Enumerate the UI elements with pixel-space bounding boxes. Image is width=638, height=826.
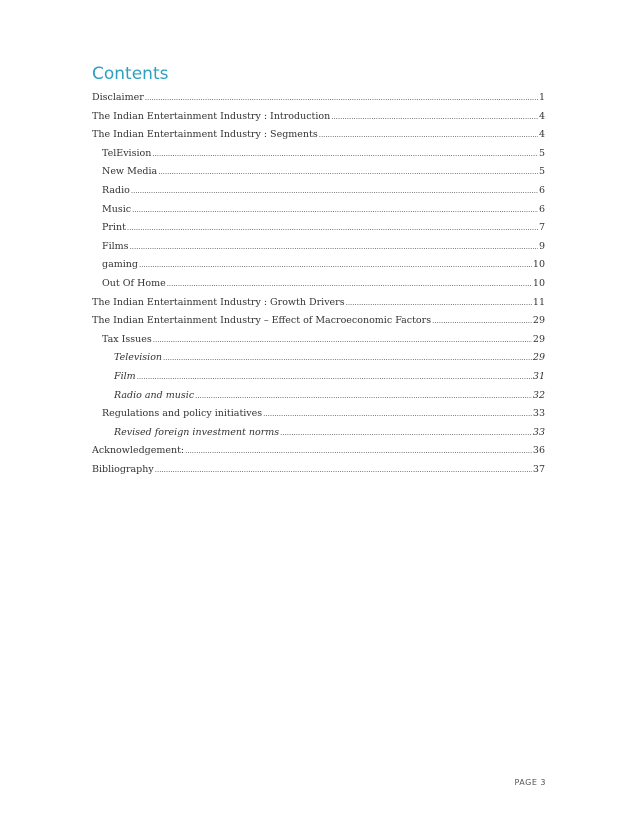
toc-entry-label: Tax Issues — [102, 333, 152, 345]
toc-entry-label: Acknowledgement: — [92, 445, 185, 457]
toc-dot-leader — [137, 371, 532, 382]
toc-entry-label: Revised foreign investment norms — [114, 426, 280, 438]
toc-entry-page-number: 4 — [538, 110, 545, 122]
toc-entry-page-number: 29 — [532, 333, 545, 345]
table-of-contents — [92, 92, 545, 482]
toc-entry-page-number: 6 — [538, 203, 545, 215]
toc-entry-label: Regulations and policy initiatives — [102, 408, 263, 420]
toc-entry-page-number: 29 — [532, 352, 545, 364]
toc-entry[interactable] — [92, 111, 545, 130]
toc-entry[interactable] — [92, 92, 545, 111]
toc-entry-page-number: 37 — [532, 463, 545, 475]
toc-dot-leader — [263, 408, 532, 419]
toc-entry-page-number: 9 — [538, 240, 545, 252]
toc-dot-leader — [132, 204, 538, 215]
toc-entry-label: Radio — [102, 184, 130, 196]
toc-entry-page-number: 4 — [538, 129, 545, 141]
toc-entry-page-number: 32 — [532, 389, 545, 401]
toc-dot-leader — [185, 445, 532, 456]
toc-dot-leader — [158, 166, 538, 177]
toc-entry[interactable] — [92, 371, 545, 390]
toc-entry[interactable] — [92, 166, 545, 185]
toc-entry-page-number: 6 — [538, 184, 545, 196]
page-title: Contents — [92, 64, 169, 84]
page-number-footer: PAGE 3 — [514, 778, 546, 787]
toc-entry[interactable] — [92, 222, 545, 241]
toc-entry-page-number: 10 — [532, 259, 545, 271]
toc-entry-label: Films — [102, 240, 129, 252]
toc-dot-leader — [331, 111, 538, 122]
toc-entry-label: The Indian Entertainment Industry : Growth Drivers — [92, 296, 345, 308]
toc-entry-page-number: 33 — [532, 408, 545, 420]
toc-entry-label: Music — [102, 203, 132, 215]
toc-entry-label: Television — [114, 352, 163, 364]
toc-entry-page-number: 10 — [532, 277, 545, 289]
toc-entry-label: TelEvision — [102, 147, 152, 159]
toc-entry[interactable] — [92, 334, 545, 353]
toc-dot-leader — [127, 222, 538, 233]
toc-entry[interactable] — [92, 427, 545, 446]
toc-entry[interactable] — [92, 445, 545, 464]
toc-entry-label: Disclaimer — [92, 92, 144, 103]
toc-entry-page-number: 33 — [532, 426, 545, 438]
toc-entry-page-number: 7 — [538, 222, 545, 234]
toc-entry-label: gaming — [102, 259, 138, 271]
toc-dot-leader — [131, 185, 538, 196]
toc-entry[interactable] — [92, 464, 545, 483]
toc-entry-label: The Indian Entertainment Industry : Segments — [92, 129, 318, 141]
toc-entry-label: Bibliography — [92, 463, 154, 475]
toc-entry[interactable] — [92, 185, 545, 204]
toc-entry-label: The Indian Entertainment Industry : Introduction — [92, 110, 331, 122]
toc-dot-leader — [152, 148, 538, 159]
toc-entry-label: Radio and music — [114, 389, 195, 401]
toc-entry-label: Film — [114, 370, 136, 382]
toc-entry[interactable] — [92, 129, 545, 148]
toc-entry[interactable] — [92, 204, 545, 223]
toc-entry-page-number: 5 — [538, 166, 545, 178]
toc-entry[interactable] — [92, 278, 545, 297]
toc-dot-leader — [346, 297, 532, 308]
toc-dot-leader — [163, 352, 532, 363]
toc-entry-page-number: 11 — [532, 296, 545, 308]
toc-dot-leader — [432, 315, 532, 326]
toc-dot-leader — [139, 259, 532, 270]
toc-entry-page-number: 29 — [532, 315, 545, 327]
toc-dot-leader — [145, 92, 538, 103]
toc-dot-leader — [155, 464, 532, 475]
toc-entry[interactable] — [92, 352, 545, 371]
toc-entry[interactable] — [92, 390, 545, 409]
toc-entry-label: The Indian Entertainment Industry – Effect of Macroeconomic Factors — [92, 315, 432, 327]
toc-entry[interactable] — [92, 259, 545, 278]
toc-dot-leader — [319, 129, 538, 140]
toc-entry-page-number: 1 — [538, 92, 545, 103]
toc-dot-leader — [195, 390, 532, 401]
toc-dot-leader — [167, 278, 532, 289]
toc-entry-label: Print — [102, 222, 126, 234]
toc-entry[interactable] — [92, 148, 545, 167]
toc-entry-page-number: 5 — [538, 147, 545, 159]
toc-entry[interactable] — [92, 241, 545, 260]
toc-dot-leader — [153, 334, 532, 345]
toc-entry[interactable] — [92, 408, 545, 427]
toc-entry[interactable] — [92, 315, 545, 334]
toc-dot-leader — [130, 241, 538, 252]
toc-entry[interactable] — [92, 297, 545, 316]
toc-dot-leader — [280, 427, 532, 438]
toc-entry-label: New Media — [102, 166, 158, 178]
toc-entry-page-number: 36 — [532, 445, 545, 457]
toc-entry-page-number: 31 — [532, 370, 545, 382]
toc-entry-label: Out Of Home — [102, 277, 166, 289]
